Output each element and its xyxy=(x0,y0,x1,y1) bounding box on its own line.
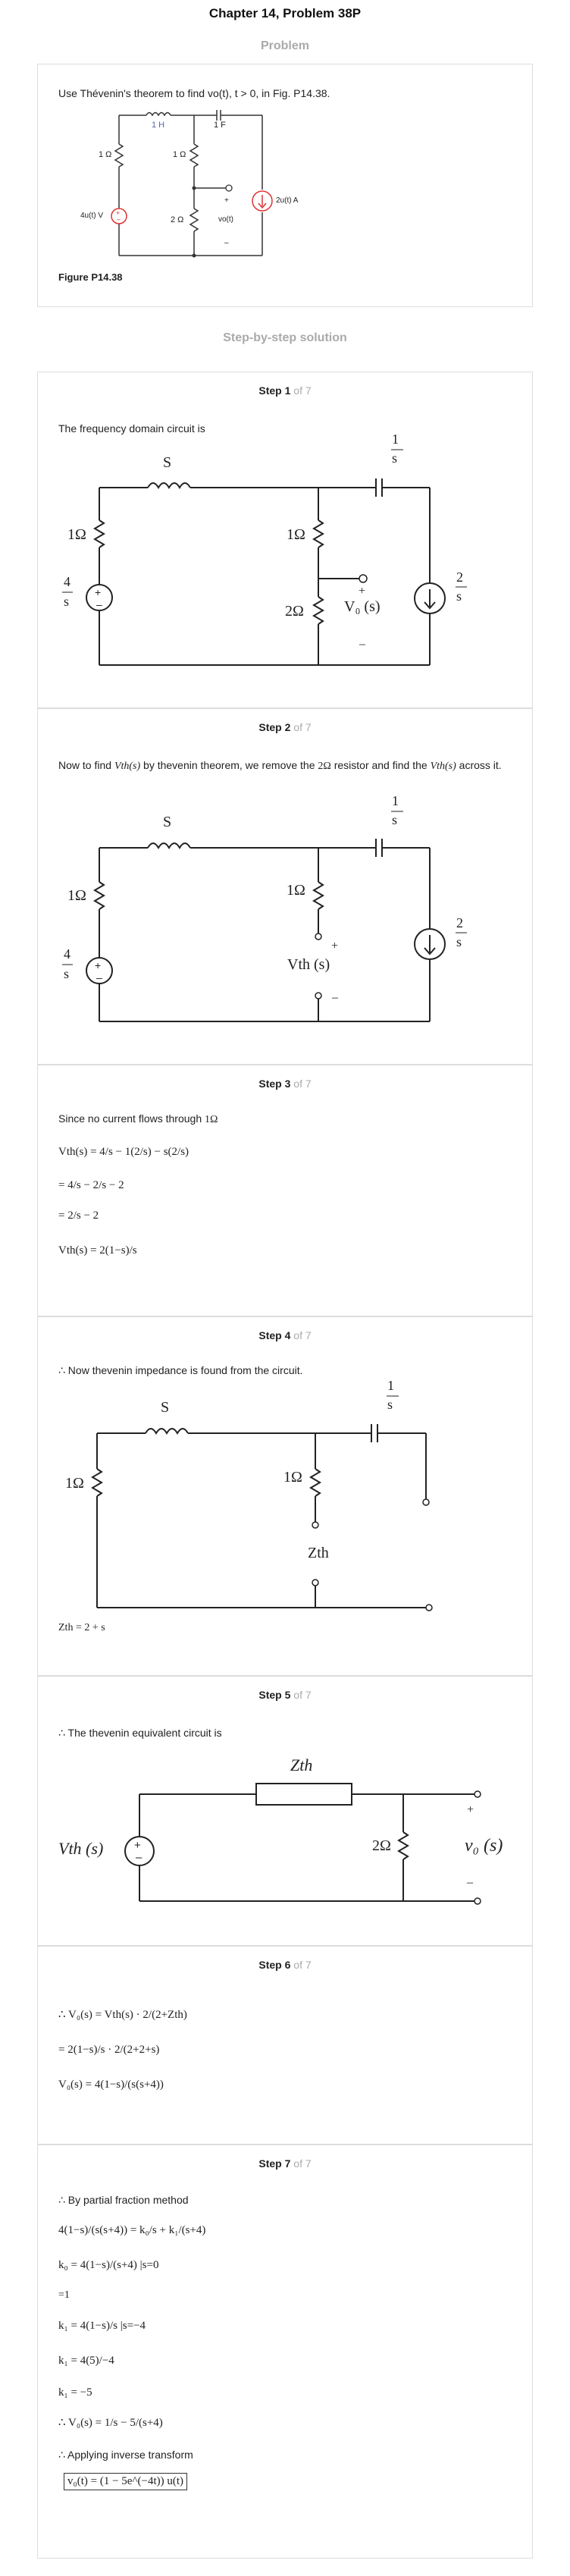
step-1-card xyxy=(37,372,533,708)
svg-text:+: + xyxy=(95,959,102,971)
step-3-text: Since no current flows through 1Ω xyxy=(58,1112,218,1125)
s4-label-zth: Zth xyxy=(308,1545,329,1561)
s2-label-r1: 1Ω xyxy=(67,887,86,904)
svg-text:–: – xyxy=(117,215,121,223)
s2-label-is-num: 2 xyxy=(456,915,463,930)
circuit-label-vsrc: 4u(t) V xyxy=(80,212,104,220)
s1-label-l: S xyxy=(163,454,172,471)
problem-text: Use Thévenin's theorem to find vo(t), t > 0, in Fig. P14.38. xyxy=(58,87,330,99)
s7-eq-4: k₁ = 4(1−s)/s |s=−4 xyxy=(58,2320,146,2332)
step-1-circuit xyxy=(38,372,534,709)
s6-eq-2: = 2(1−s)/s · 2/(2+2+s) xyxy=(58,2044,160,2056)
s5-label-minus: – xyxy=(467,1876,473,1889)
step-2-header: Step 2 of 7 xyxy=(258,721,312,733)
s7-eq-7: ∴ V₀(s) = 1/s − 5/(s+4) xyxy=(58,2417,163,2429)
problem-card xyxy=(37,64,533,307)
s3-eq-1: Vth(s) = 4/s − 1(2/s) − s(2/s) xyxy=(58,1146,189,1158)
svg-text:+: + xyxy=(116,209,121,217)
s2-label-is-den: s xyxy=(456,934,462,949)
s7-eq-1: 4(1−s)/(s(s+4)) = k₀/s + k₁/(s+4) xyxy=(58,2224,206,2236)
step-4-text: ∴ Now thevenin impedance is found from the circuit. xyxy=(58,1364,303,1376)
s1-label-vs-den: s xyxy=(64,594,70,609)
circuit-label-isrc: 2u(t) A xyxy=(276,196,299,205)
s1-label-is-num: 2 xyxy=(456,569,463,585)
s7-eq-3: =1 xyxy=(58,2289,70,2301)
s1-label-r2: 1Ω xyxy=(287,526,305,543)
s2-label-c-den: s xyxy=(392,812,398,827)
svg-text:–: – xyxy=(96,598,102,610)
step-3-card xyxy=(37,1065,533,1316)
s2-label-plus: + xyxy=(331,940,339,952)
problem-label: Problem xyxy=(260,39,309,52)
s6-eq-3: V₀(s) = 4(1−s)/(s(s+4)) xyxy=(58,2079,164,2091)
s7-eq-6: k₁ = −5 xyxy=(58,2386,92,2399)
s7-text-1: ∴ By partial fraction method xyxy=(58,2194,189,2206)
s5-label-vout: v₀ (s) xyxy=(465,1836,503,1856)
step-1-text: The frequency domain circuit is xyxy=(58,422,205,435)
step-7-header: Step 7 of 7 xyxy=(258,2157,312,2170)
s4-label-c-num: 1 xyxy=(387,1378,394,1393)
step-2-text: Now to find Vth(s) by thevenin theorem, we remove the 2Ω resistor and find the Vth(s) across it. xyxy=(58,759,502,772)
s2-label-vs-den: s xyxy=(64,966,70,981)
s1-label-r3: 2Ω xyxy=(285,603,304,620)
step-5-circuit xyxy=(38,1677,534,1947)
step-2-card xyxy=(37,708,533,1065)
s1-label-c-den: s xyxy=(392,450,398,466)
s2-label-l: S xyxy=(163,814,172,830)
s7-text-2: ∴ Applying inverse transform xyxy=(58,2449,193,2461)
step-5-header: Step 5 of 7 xyxy=(258,1689,312,1701)
s5-label-vth: Vth (s) xyxy=(58,1839,104,1858)
s2-label-vth: Vth (s) xyxy=(287,956,330,973)
step-6-header: Step 6 of 7 xyxy=(258,1959,312,1971)
solution-label: Step-by-step solution xyxy=(223,331,347,344)
circuit-label-r1: 1 Ω xyxy=(99,150,112,159)
circuit-label-r3: 2 Ω xyxy=(171,215,184,224)
s1-label-c-num: 1 xyxy=(392,431,399,447)
step-4-card xyxy=(37,1316,533,1676)
s3-eq-3: = 2/s − 2 xyxy=(58,1210,99,1222)
svg-text:–: – xyxy=(96,971,102,984)
s7-eq-final: v₀(t) = (1 − 5e^(−4t)) u(t) xyxy=(64,2473,187,2490)
circuit-label-r2: 1 Ω xyxy=(173,150,186,159)
step-3-header: Step 3 of 7 xyxy=(258,1078,312,1090)
step-7-card xyxy=(37,2145,533,2559)
s5-label-plus: + xyxy=(467,1803,474,1816)
step-1-header: Step 1 of 7 xyxy=(258,384,312,397)
svg-text:–: – xyxy=(136,1851,142,1864)
circuit-label-vout: vo(t) xyxy=(218,215,233,224)
s2-label-minus: – xyxy=(332,991,338,1004)
s1-label-is-den: s xyxy=(456,588,462,604)
circuit-label-c1: 1 F xyxy=(214,121,226,130)
step-4-circuit xyxy=(38,1317,534,1677)
svg-text:+: + xyxy=(134,1839,141,1852)
step-5-card xyxy=(37,1676,533,1946)
circuit-label-plus: + xyxy=(224,196,229,205)
s5-label-zth: Zth xyxy=(290,1756,313,1774)
s7-eq-5: k₁ = 4(5)/−4 xyxy=(58,2355,114,2367)
s2-label-vs-num: 4 xyxy=(64,946,70,962)
step-4-header: Step 4 of 7 xyxy=(258,1329,312,1341)
s5-label-r: 2Ω xyxy=(372,1837,391,1854)
circuit-label-minus: – xyxy=(224,239,229,247)
page-title: Chapter 14, Problem 38P xyxy=(208,6,362,20)
s3-eq-2: = 4/s − 2/s − 2 xyxy=(58,1179,124,1191)
step-2-circuit xyxy=(38,709,534,1065)
s1-label-plus: + xyxy=(359,585,366,598)
s4-eq: Zth = 2 + s xyxy=(58,1622,105,1633)
figure-caption: Figure P14.38 xyxy=(58,271,123,283)
s1-label-r1: 1Ω xyxy=(67,526,86,543)
s4-label-r2: 1Ω xyxy=(283,1469,302,1486)
s1-label-vout: V₀ (s) xyxy=(344,598,381,615)
s1-label-vs-num: 4 xyxy=(64,574,70,589)
s6-eq-1: ∴ V₀(s) = Vth(s) · 2/(2+Zth) xyxy=(58,2009,187,2021)
s4-label-c-den: s xyxy=(387,1397,393,1412)
step-5-text: ∴ The thevenin equivalent circuit is xyxy=(58,1727,222,1739)
s4-label-l: S xyxy=(161,1399,170,1416)
s2-label-r2: 1Ω xyxy=(287,882,305,899)
s4-label-r1: 1Ω xyxy=(65,1475,84,1492)
s7-eq-2: k₀ = 4(1−s)/(s+4) |s=0 xyxy=(58,2259,159,2271)
circuit-label-l1: 1 H xyxy=(152,121,165,130)
s2-label-c-num: 1 xyxy=(392,793,399,808)
s3-eq-4: Vth(s) = 2(1−s)/s xyxy=(58,1244,137,1257)
step-6-card xyxy=(37,1946,533,2145)
svg-text:+: + xyxy=(95,586,102,598)
s1-label-minus: – xyxy=(359,638,365,651)
